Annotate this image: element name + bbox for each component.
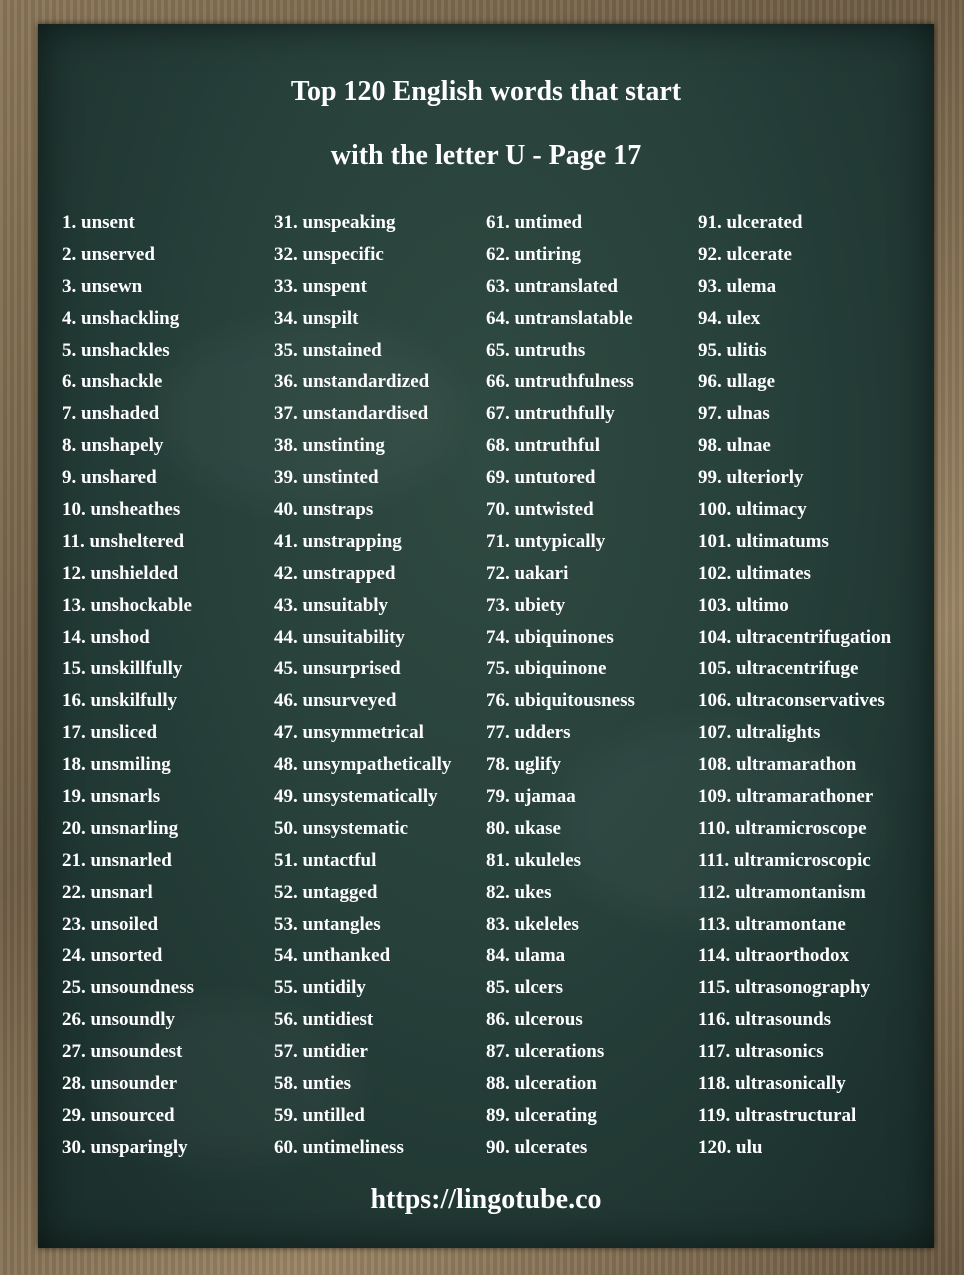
list-item: 97. ulnas (698, 403, 770, 425)
list-item: 107. ultralights (698, 722, 821, 744)
list-item: 30. unsparingly (62, 1136, 188, 1158)
list-item: 93. ulema (698, 275, 777, 297)
list-item: 43. unsuitably (274, 594, 389, 616)
list-item: 67. untruthfully (486, 403, 615, 425)
list-item: 91. ulcerated (698, 212, 803, 233)
chalkboard (38, 24, 934, 1248)
list-item: 41. unstrapping (274, 530, 402, 552)
list-item: 18. unsmiling (62, 754, 171, 776)
list-item: 42. unstrapped (274, 562, 396, 584)
list-item: 119. ultrastructural (698, 1104, 857, 1126)
list-item: 16. unskilfully (62, 690, 178, 712)
list-item: 83. ukeleles (486, 913, 579, 935)
list-item: 80. ukase (486, 817, 561, 839)
list-item: 35. unstained (274, 339, 382, 361)
list-item: 79. ujamaa (486, 786, 576, 808)
word-columns (62, 210, 934, 1170)
list-item: 9. unshared (62, 467, 157, 489)
list-item: 34. unspilt (274, 307, 359, 329)
list-item: 46. unsurveyed (274, 690, 397, 712)
list-item: 62. untiring (486, 243, 582, 265)
list-item: 72. uakari (486, 562, 569, 584)
list-item: 100. ultimacy (698, 499, 807, 521)
word-column-4 (698, 210, 891, 1167)
list-item: 117. ultrasonics (698, 1041, 824, 1063)
list-item: 102. ultimates (698, 562, 811, 584)
list-item: 64. untranslatable (486, 307, 633, 329)
list-item: 22. unsnarl (62, 881, 153, 903)
list-item: 39. unstinted (274, 467, 379, 489)
list-item: 29. unsourced (62, 1104, 175, 1126)
list-item: 12. unshielded (62, 562, 179, 584)
list-item: 82. ukes (486, 881, 552, 903)
list-item: 8. unshapely (62, 435, 164, 457)
list-item: 94. ulex (698, 307, 761, 329)
list-item: 19. unsnarls (62, 786, 161, 808)
list-item: 81. ukuleles (486, 849, 582, 871)
list-item: 68. untruthful (486, 435, 601, 457)
page-title-line-1: Top 120 English words that start (290, 76, 682, 107)
list-item: 23. unsoiled (62, 913, 159, 935)
list-item: 33. unspent (274, 275, 367, 297)
list-item: 110. ultramicroscope (698, 817, 867, 839)
list-item: 14. unshod (62, 626, 150, 648)
list-item: 37. unstandardised (274, 403, 429, 425)
list-item: 47. unsymmetrical (274, 722, 424, 744)
list-item: 112. ultramontanism (698, 881, 866, 903)
list-item: 75. ubiquinone (486, 658, 607, 680)
list-item: 101. ultimatums (698, 530, 829, 552)
list-item: 96. ullage (698, 371, 776, 393)
list-item: 11. unsheltered (62, 530, 185, 552)
list-item: 99. ulteriorly (698, 467, 804, 489)
list-item: 5. unshackles (62, 339, 170, 361)
list-item: 48. unsympathetically (274, 754, 452, 776)
list-item: 65. untruths (486, 339, 586, 361)
list-item: 36. unstandardized (274, 371, 430, 393)
list-item: 84. ulama (486, 945, 566, 967)
list-item: 120. ulu (698, 1136, 763, 1158)
list-item: 73. ubiety (486, 594, 566, 616)
list-item: 89. ulcerating (486, 1104, 597, 1126)
list-item: 76. ubiquitousness (486, 690, 635, 712)
list-item: 71. untypically (486, 530, 606, 552)
list-item: 109. ultramarathoner (698, 786, 874, 808)
list-item: 69. untutored (486, 467, 596, 489)
list-item: 15. unskillfully (62, 658, 183, 680)
footer-url: https://lingotube.co (370, 1184, 602, 1215)
list-item: 57. untidier (274, 1041, 368, 1063)
list-item: 115. ultrasonography (698, 977, 871, 999)
list-item: 13. unshockable (62, 594, 192, 616)
list-item: 78. uglify (486, 754, 561, 776)
list-item: 118. ultrasonically (698, 1073, 846, 1095)
list-item: 92. ulcerate (698, 243, 792, 265)
list-item: 105. ultracentrifuge (698, 658, 859, 680)
list-item: 28. unsounder (62, 1073, 178, 1095)
list-item: 63. untranslated (486, 275, 618, 297)
list-item: 1. unsent (62, 212, 135, 233)
list-item: 104. ultracentrifugation (698, 626, 892, 648)
list-item: 17. unsliced (62, 722, 158, 744)
list-item: 21. unsnarled (62, 849, 172, 871)
list-item: 61. untimed (486, 212, 583, 233)
list-item: 6. unshackle (62, 371, 163, 393)
list-item: 10. unsheathes (62, 499, 181, 521)
list-item: 51. untactful (274, 849, 377, 871)
list-item: 114. ultraorthodox (698, 945, 849, 967)
list-item: 55. untidily (274, 977, 366, 999)
list-item: 54. unthanked (274, 945, 391, 967)
list-item: 3. unsewn (62, 275, 143, 297)
list-item: 103. ultimo (698, 594, 789, 616)
list-item: 111. ultramicroscopic (698, 849, 871, 871)
list-item: 60. untimeliness (274, 1136, 404, 1158)
list-item: 87. ulcerations (486, 1041, 605, 1063)
list-item: 45. unsurprised (274, 658, 401, 680)
list-item: 38. unstinting (274, 435, 385, 457)
list-item: 108. ultramarathon (698, 754, 857, 776)
list-item: 27. unsoundest (62, 1041, 183, 1063)
list-item: 113. ultramontane (698, 913, 846, 935)
list-item: 40. unstraps (274, 499, 374, 521)
list-item: 116. ultrasounds (698, 1009, 832, 1031)
list-item: 59. untilled (274, 1104, 365, 1126)
list-item: 98. ulnae (698, 435, 771, 457)
list-item: 95. ulitis (698, 339, 767, 361)
list-item: 4. unshackling (62, 307, 180, 329)
list-item: 24. unsorted (62, 945, 163, 967)
list-item: 90. ulcerates (486, 1136, 588, 1158)
list-item: 70. untwisted (486, 499, 594, 521)
word-column-2 (274, 210, 451, 1167)
list-item: 53. untangles (274, 913, 381, 935)
page-title-line-2: with the letter U - Page 17 (330, 140, 642, 171)
list-item: 88. ulceration (486, 1073, 597, 1095)
list-item: 50. unsystematic (274, 817, 409, 839)
list-item: 49. unsystematically (274, 786, 438, 808)
list-item: 74. ubiquinones (486, 626, 614, 648)
list-item: 25. unsoundness (62, 977, 195, 999)
list-item: 52. untagged (274, 881, 378, 903)
list-item: 26. unsoundly (62, 1009, 176, 1031)
list-item: 7. unshaded (62, 403, 160, 425)
list-item: 20. unsnarling (62, 817, 179, 839)
list-item: 2. unserved (62, 243, 155, 265)
list-item: 77. udders (486, 722, 571, 744)
list-item: 44. unsuitability (274, 626, 405, 648)
word-column-1 (62, 210, 194, 1167)
list-item: 86. ulcerous (486, 1009, 583, 1031)
word-column-3 (486, 210, 635, 1167)
list-item: 32. unspecific (274, 243, 384, 265)
list-item: 56. untidiest (274, 1009, 374, 1031)
list-item: 106. ultraconservatives (698, 690, 885, 712)
list-item: 31. unspeaking (274, 212, 396, 233)
list-item: 58. unties (274, 1073, 352, 1095)
list-item: 66. untruthfulness (486, 371, 634, 393)
list-item: 85. ulcers (486, 977, 564, 999)
